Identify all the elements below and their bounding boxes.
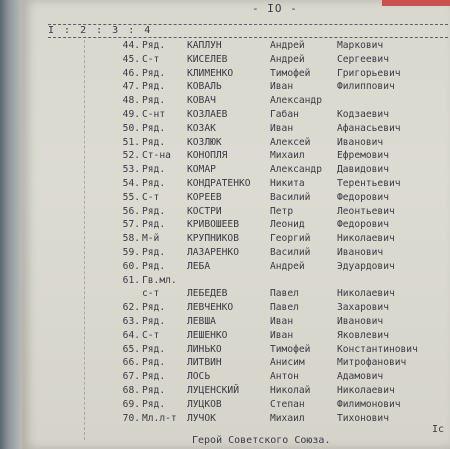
- row-first-name: Анисим: [270, 357, 305, 369]
- row-rank: с-т: [142, 288, 160, 300]
- row-patronymic: Митрофанович: [337, 357, 407, 369]
- row-surname: ЛУЦЕНСКИЙ: [187, 385, 239, 396]
- row-surname: ЛЕШЕНКО: [187, 329, 228, 341]
- row-rank: Мл.л-т: [142, 412, 177, 424]
- row-rank: Ряд.: [142, 122, 166, 134]
- row-rank: Ряд.: [142, 81, 166, 93]
- row-number: 52.: [122, 150, 140, 162]
- row-rank: С-т: [142, 191, 160, 203]
- row-first-name: Тимофей: [270, 343, 311, 355]
- row-surname: ЛЕВЧЕНКО: [187, 302, 234, 314]
- table-row: [22, 399, 450, 414]
- row-surname: ЛУЦКОВ: [187, 398, 222, 410]
- row-surname: КОМАР: [187, 164, 216, 176]
- row-rank: Ряд.: [142, 302, 166, 314]
- row-surname: КОЗАК: [187, 122, 216, 134]
- row-number: 60.: [122, 260, 140, 272]
- row-patronymic: Константинович: [337, 343, 418, 355]
- row-rank: Ряд.: [142, 40, 166, 51]
- row-rank: Ряд.: [142, 178, 166, 189]
- row-surname: КОРЕЕВ: [187, 191, 222, 203]
- row-surname: КОНОПЛЯ: [187, 150, 228, 162]
- row-patronymic: Афанасьевич: [337, 122, 401, 134]
- row-first-name: Степан: [270, 398, 305, 410]
- red-mark: [382, 0, 450, 6]
- table-row: [22, 413, 450, 428]
- row-first-name: Павел: [270, 302, 299, 314]
- column-header: I : 2 : 3 : 4: [48, 25, 153, 36]
- table-row: [22, 330, 450, 345]
- row-first-name: Петр: [270, 205, 294, 217]
- table-row: [22, 178, 450, 193]
- row-patronymic: Николаевич: [337, 233, 395, 245]
- row-number: 67.: [122, 371, 140, 383]
- row-number: 48.: [122, 95, 140, 107]
- row-first-name: Андрей: [270, 53, 305, 65]
- page-number: - IO -: [252, 2, 298, 15]
- row-first-name: Антон: [270, 371, 299, 383]
- row-surname: КОВАЧ: [187, 95, 216, 107]
- row-rank: Ряд.: [142, 247, 166, 258]
- table-row: [22, 68, 450, 83]
- row-number: 69.: [122, 398, 140, 410]
- row-rank: Ряд.: [142, 95, 166, 107]
- table-row: [22, 109, 450, 124]
- row-first-name: Андрей: [270, 40, 305, 51]
- row-number: 58.: [122, 233, 140, 245]
- row-rank: Гв.мл.: [142, 274, 177, 286]
- row-surname: КОВАЛЬ: [187, 81, 222, 93]
- row-first-name: Михаил: [270, 150, 305, 162]
- row-rank: С-т: [142, 329, 160, 341]
- row-rank: Ряд.: [142, 385, 166, 396]
- row-rank: Ряд.: [142, 205, 166, 217]
- row-first-name: Иван: [270, 122, 294, 134]
- row-surname: ЛУЧОК: [187, 412, 216, 424]
- row-number: 54.: [122, 178, 140, 189]
- row-first-name: Иван: [270, 81, 294, 93]
- row-rank: Ряд.: [142, 316, 166, 327]
- table-row: [22, 233, 450, 248]
- row-first-name: Габан: [270, 109, 299, 120]
- row-patronymic: Николаевич: [337, 385, 395, 396]
- row-rank: Ряд.: [142, 164, 166, 176]
- row-first-name: Георгий: [270, 233, 311, 245]
- table-row: [22, 95, 450, 110]
- row-first-name: Никита: [270, 178, 305, 189]
- row-first-name: Александр: [270, 95, 322, 107]
- row-first-name: Леонид: [270, 219, 305, 231]
- row-patronymic: Эдуардович: [337, 260, 395, 272]
- table-row: [22, 316, 450, 331]
- row-surname: КИСЕЛЕВ: [187, 53, 228, 65]
- row-first-name: Николай: [270, 385, 311, 396]
- row-first-name: Тимофей: [270, 67, 311, 79]
- row-patronymic: Маркович: [337, 40, 384, 51]
- row-rank: С-т: [142, 53, 160, 65]
- row-patronymic: Филиппович: [337, 81, 395, 93]
- row-number: 51.: [122, 136, 140, 148]
- row-first-name: Александр: [270, 164, 322, 176]
- table-row: [22, 54, 450, 69]
- row-surname: КОНДРАТЕНКО: [187, 178, 251, 189]
- row-number: 49.: [122, 109, 140, 120]
- row-patronymic: Иванович: [337, 316, 384, 327]
- row-number: 56.: [122, 205, 140, 217]
- row-number: 44.: [122, 40, 140, 51]
- row-surname: КАПЛУН: [187, 40, 222, 51]
- row-surname: ЛЕБА: [187, 260, 211, 272]
- row-rank: Ряд.: [142, 343, 166, 355]
- row-patronymic: Кодзаевич: [337, 109, 389, 120]
- row-patronymic: Адамович: [337, 371, 384, 383]
- footer-edge-text: Iс: [431, 424, 444, 435]
- row-rank: Ряд.: [142, 67, 166, 79]
- table-row: [22, 385, 450, 400]
- row-first-name: Андрей: [270, 260, 305, 272]
- table-row: [22, 357, 450, 372]
- row-number: 70.: [122, 412, 140, 424]
- row-surname: КЛИМЕНКО: [187, 67, 234, 79]
- row-patronymic: Яковлевич: [337, 329, 389, 341]
- row-surname: ЛАЗАРЕНКО: [187, 247, 239, 258]
- row-surname: ЛИТВИН: [187, 357, 222, 369]
- row-first-name: Василий: [270, 191, 311, 203]
- table-row: [22, 247, 450, 262]
- row-patronymic: Иванович: [337, 136, 384, 148]
- row-number: 46.: [122, 67, 140, 79]
- row-first-name: Алексей: [270, 136, 311, 148]
- row-surname: КОСТРИ: [187, 205, 222, 217]
- header-bottom-rule: [48, 37, 448, 38]
- row-number: 57.: [122, 219, 140, 231]
- row-rank: Ряд.: [142, 136, 166, 148]
- row-number: 47.: [122, 81, 140, 93]
- binder-edge: [0, 0, 22, 449]
- row-number: 65.: [122, 343, 140, 355]
- table-row: [22, 192, 450, 207]
- row-number: 68.: [122, 385, 140, 396]
- row-surname: ЛОСЬ: [187, 371, 211, 383]
- row-first-name: Василий: [270, 247, 311, 258]
- row-patronymic: Тихонович: [337, 412, 389, 424]
- row-rank: Ряд.: [142, 398, 166, 410]
- row-number: 61.: [122, 274, 140, 286]
- row-first-name: Иван: [270, 329, 294, 341]
- row-number: 55.: [122, 191, 140, 203]
- row-rank: Ряд.: [142, 371, 166, 383]
- table-row: [22, 150, 450, 165]
- row-rank: Ряд.: [142, 357, 166, 369]
- table-row: [22, 275, 450, 290]
- row-number: 64.: [122, 329, 140, 341]
- row-number: 50.: [122, 122, 140, 134]
- row-surname: КРУПНИКОВ: [187, 233, 239, 245]
- table-row: [22, 40, 450, 55]
- row-first-name: Павел: [270, 288, 299, 300]
- row-number: 53.: [122, 164, 140, 176]
- row-surname: ЛИНЬКО: [187, 343, 222, 355]
- row-patronymic: Григорьевич: [337, 67, 401, 79]
- table-row: [22, 371, 450, 386]
- row-patronymic: Федорович: [337, 191, 389, 203]
- row-patronymic: Леонтьевич: [337, 205, 395, 217]
- row-rank: М-й: [142, 233, 160, 245]
- document-page: [22, 0, 450, 449]
- row-patronymic: Терентьевич: [337, 178, 401, 189]
- row-first-name: Михаил: [270, 412, 305, 424]
- table-row: [22, 261, 450, 276]
- row-surname: ЛЕВША: [187, 316, 216, 327]
- row-patronymic: Ефремович: [337, 150, 389, 162]
- row-patronymic: Филимонович: [337, 398, 401, 410]
- row-rank: Ряд.: [142, 260, 166, 272]
- table-row: [22, 302, 450, 317]
- row-patronymic: Федорович: [337, 219, 389, 231]
- row-surname: КОЗЛЮК: [187, 136, 222, 148]
- row-rank: Ряд.: [142, 219, 166, 231]
- table-row: [22, 206, 450, 221]
- row-number: 66.: [122, 357, 140, 369]
- table-row: [22, 219, 450, 234]
- table-row: [22, 164, 450, 179]
- row-patronymic: Иванович: [337, 247, 384, 258]
- table-row: [22, 123, 450, 138]
- footer-note: Герой Советского Союза.: [192, 435, 331, 446]
- row-number: 59.: [122, 247, 140, 258]
- row-surname: ЛЕБЕДЕВ: [187, 288, 228, 300]
- row-patronymic: Сергеевич: [337, 53, 389, 65]
- row-patronymic: Давидович: [337, 164, 389, 176]
- row-rank: С-нт: [142, 109, 166, 120]
- row-patronymic: Захарович: [337, 302, 389, 314]
- row-number: 63.: [122, 316, 140, 327]
- row-surname: КОЗЛАЕВ: [187, 109, 228, 120]
- row-first-name: Иван: [270, 316, 294, 327]
- table-row: [22, 81, 450, 96]
- row-surname: КРИВОШЕЕВ: [187, 219, 239, 231]
- row-rank: Ст-на: [142, 150, 171, 162]
- row-number: 62.: [122, 302, 140, 314]
- row-number: 45.: [122, 53, 140, 65]
- row-patronymic: Николаевич: [337, 288, 395, 300]
- table-row: [22, 288, 450, 303]
